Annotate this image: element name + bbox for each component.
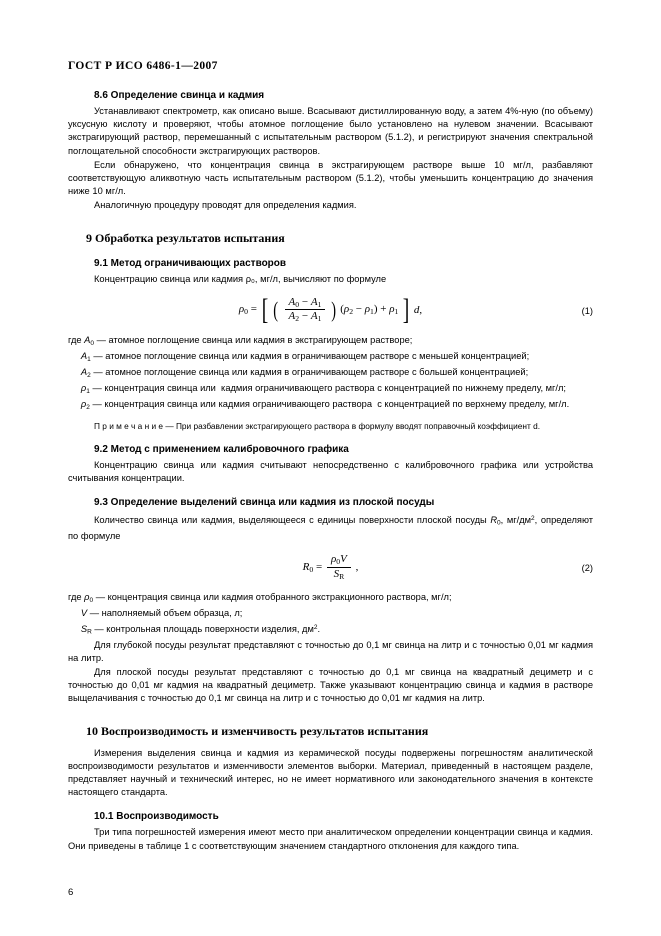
paragraph-9-1-1: Концентрацию свинца или кадмия ρ₀, мг/л, вычисляют по формуле <box>94 273 387 284</box>
paragraph-9-3-3: Для плоской посуды результат представляют с точностью до 0,1 мг свинца на квадратный дециметр и с точностью до 0,01 мг кадмия на квадратный дециметр. Также указывают концентрацию свинца и кадмия в растворе выщелачивания с точностью до 0,1 мг свинца на литр и с точностью до 0,01 мг кадмия на литр. <box>68 667 593 704</box>
formula-2: $R_0$ = $\frac{\rho_0V}{S_R}$ , <box>302 553 359 581</box>
formula-1: $\rho_0$ = [ ( $\frac{A_0 - A_1}{A_2 - A_1}$ ) $(\rho_2 - \rho_1) + \rho_1$ ] d, <box>238 292 423 326</box>
paragraph-10-1: Измерения выделения свинца и кадмия из керамической посуды подвержены погрешностям аналитической воспроизводимости результатов и изменчивости элементов выборки. Материал, приведенный в настоящем разделе, представляет научный и технический интерес, но не имеет нормативного или законодательного значения в контексте настоящего стандарта. <box>68 747 593 798</box>
paragraph-9-3-1: Количество свинца или кадмия, выделяющееся с единицы поверхности плоской посуды $R_0$, $мг/дм^2$, определяют по формуле <box>68 515 593 542</box>
heading-10: 10 Воспроизводимость и изменчивость результатов испытания <box>86 723 429 738</box>
definition-item: $\rho_2$ — концентрация свинца или кадмия ограничивающего раствора с концентрацией по верхнему пределу, мг/л. <box>80 398 570 411</box>
formula-2-wrapper <box>68 553 593 583</box>
heading-10-1: 10.1 Воспроизводимость <box>94 811 219 823</box>
definition-text: — наполняемый объем образца, л; <box>89 608 243 619</box>
heading-9-2: 9.2 Метод с применением калибровочного графика <box>94 443 349 455</box>
formula-1-fraction: $\frac{A_0 - A_1}{A_2 - A_1}$ <box>285 296 326 323</box>
formula-1-number: (1) <box>581 305 593 316</box>
definition-text: — атомное поглощение свинца или кадмия в экстрагирующем растворе; <box>96 334 413 345</box>
paragraph-8-6-3: Аналогичную процедуру проводят для определения кадмия. <box>94 200 357 211</box>
page-content <box>68 60 593 854</box>
definition-item: где $\rho_0$ — концентрация свинца или кадмия отобранного экстракционного раствора, мг/л; <box>68 592 452 605</box>
formula-2-definitions <box>68 591 593 638</box>
document-header: ГОСТ Р ИСО 6486-1—2007 <box>68 60 218 72</box>
paragraph-9-2-1: Концентрацию свинца или кадмия считывают непосредственно с калибровочного графика или устройства считывания концентрации. <box>68 459 593 484</box>
definition-item: $\rho_1$ — концентрация свинца или кадмия ограничивающего раствора с концентрацией по нижнему пределу, мг/л; <box>80 382 566 395</box>
definition-text: — атомное поглощение свинца или кадмия в ограничивающем растворе с большей концентрацией; <box>93 366 529 377</box>
formula-2-number: (2) <box>581 563 593 574</box>
definition-text: — концентрация свинца или кадмия отобранного экстракционного раствора, мг/л; <box>95 592 452 603</box>
formula-2-fraction: $\frac{\rho_0V}{S_R}$ <box>327 553 351 580</box>
definition-text: — атомное поглощение свинца или кадмия в ограничивающем растворе с меньшей концентрацией; <box>93 350 530 361</box>
definition-item: $S_R$ — контрольная площадь поверхности изделия, $дм^2$. <box>80 623 321 636</box>
paragraph-8-6-2: Если обнаружено, что концентрация свинца в экстрагирующем растворе выше 10 мг/л, разбавляют соответствующую аликвотную часть испытательным раствором (5.1.2), чтобы уменьшить концентрацию до значения ниже 10 мг/л. <box>68 159 593 197</box>
paragraph-8-6-1: Устанавливают спектрометр, как описано выше. Всасывают дистиллированную воду, а затем 4%-ную (по объему) уксусную кислоту и проверяют, чтобы атомное поглощение было установлено на нулевом значении. Всасывают экстрагирующий раствор, перемешанный с испытательным раствором (5.1.2), и регистрируют значения спектральной поглощательной способности экстрагирующих растворов. <box>68 106 593 156</box>
definition-item: $A_2$ — атомное поглощение свинца или кадмия в ограничивающем растворе с большей концентрацией; <box>80 366 529 379</box>
definition-item: $A_1$ — атомное поглощение свинца или кадмия в ограничивающем растворе с меньшей концентрацией; <box>80 350 530 363</box>
heading-9-3: 9.3 Определение выделений свинца или кадмия из плоской посуды <box>94 497 435 509</box>
paragraph-9-3-2: Для глубокой посуды результат представляют с точностью до 0,1 мг свинца на литр и с точностью 0,01 мг кадмия на литр. <box>68 639 593 663</box>
formula-1-wrapper <box>68 292 593 326</box>
heading-9: 9 Обработка результатов испытания <box>86 230 285 245</box>
definition-item: где $A_0$ — атомное поглощение свинца или кадмия в экстрагирующем растворе; <box>68 334 413 347</box>
definition-item: V — наполняемый объем образца, л; <box>80 608 243 619</box>
page-number: 6 <box>68 887 74 898</box>
heading-9-1: 9.1 Метод ограничивающих растворов <box>94 257 287 269</box>
heading-8-6: 8.6 Определение свинца и кадмия <box>94 90 265 101</box>
formula-1-definitions <box>68 334 593 414</box>
paragraph-10-1-1: Три типа погрешностей измерения имеют место при аналитическом определении концентрации свинца и кадмия. Они приведены в таблице 1 с соответствующим значением стандартного отклонения для каждого типа. <box>68 827 593 851</box>
note-1: П р и м е ч а н и е — При разбавлении экстрагирующего раствора в формулу вводят поправочный коэффициент d. <box>94 420 541 431</box>
